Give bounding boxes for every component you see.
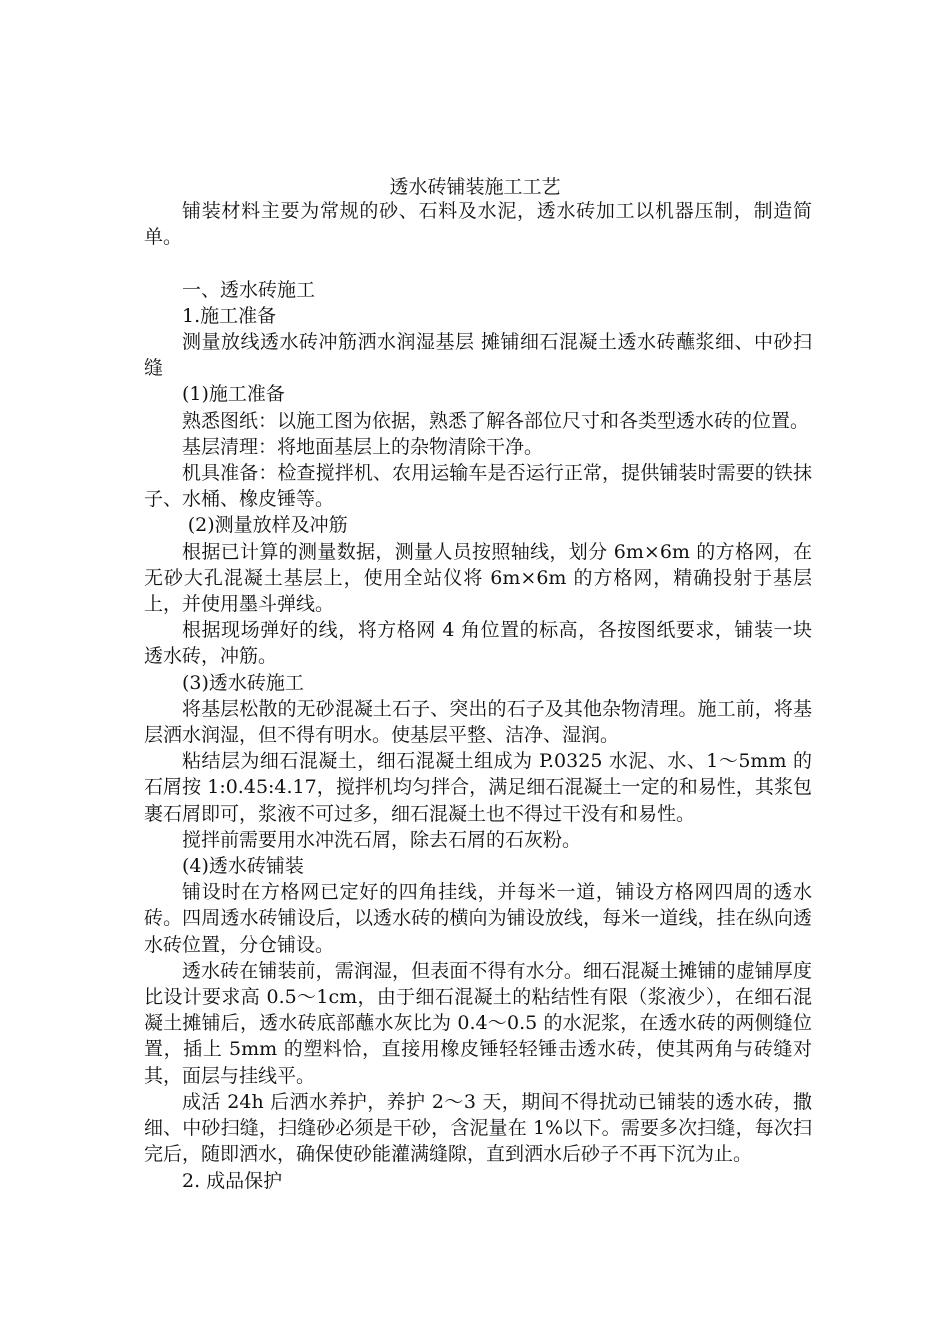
paragraph-curing: 成活 24h 后洒水养护，养护 2～3 天，期间不得扰动已铺装的透水砖，撒细、中砂扫缝，扫缝砂必须是干砂，含泥量在 1%以下。需要多次扫缝，每次扫完后，随即洒水，确保使砂能灌满缝隙，直到洒水后砂子不再下沉为止。 — [144, 1090, 812, 1166]
document-body — [144, 198, 812, 1194]
paragraph-layout-lines: 铺设时在方格网已定好的四角挂线，并每米一道，铺设方格网四周的透水砖。四周透水砖铺设后，以透水砖的横向为铺设放线，每米一道线，挂在纵向透水砖位置，分仓铺设。 — [144, 881, 812, 956]
paragraph-laying: 透水砖在铺装前，需润湿，但表面不得有水分。细石混凝土摊铺的虚铺厚度比设计要求高 0.5～1cm，由于细石混凝土的粘结性有限（浆液少），在细石混凝土摊铺后，透水砖底部蘸水灰比为 0.4～0.5 的水泥浆，在透水砖的两侧缝位置，插上 5mm 的塑料恰，直接用橡皮锤轻轻锤击透水砖，使其两角与砖缝对其，面层与挂线平。 — [144, 959, 812, 1087]
sub-heading-3: (3)透水砖施工 — [182, 671, 304, 694]
paragraph-base-cleaning: 基层清理：将地面基层上的杂物清除干净。 — [182, 435, 544, 458]
section-heading: 一、透水砖施工 — [182, 278, 316, 301]
paragraph-drawings: 熟悉图纸：以施工图为依据，熟悉了解各部位尺寸和各类型透水砖的位置。 — [182, 409, 810, 432]
blank-line — [144, 250, 812, 276]
subsection-heading: 1.施工准备 — [182, 304, 277, 327]
sub-heading-4: (4)透水砖铺装 — [182, 855, 304, 878]
paragraph-process-flow: 测量放线透水砖冲筋洒水润湿基层 摊铺细石混凝土透水砖蘸浆细、中砂扫缝 — [144, 331, 812, 380]
paragraph-equipment: 机具准备：检查搅拌机、农用运输车是否运行正常，提供铺装时需要的铁抹子、水桶、橡皮锤等。 — [144, 462, 812, 511]
paragraph-base-prep: 将基层松散的无砂混凝土石子、突出的石子及其他杂物清理。施工前，将基层洒水润湿，但不得有明水。使基层平整、洁净、湿润。 — [144, 697, 812, 747]
paragraph-intro: 铺装材料主要为常规的砂、石料及水泥，透水砖加工以机器压制，制造简单。 — [144, 200, 812, 249]
sub-heading-1: (1)施工准备 — [182, 383, 285, 406]
document-title: 透水砖铺装施工工艺 — [389, 176, 561, 198]
paragraph-elevation: 根据现场弹好的线，将方格网 4 角位置的标高，各按图纸要求，铺装一块透水砖，冲筋。 — [144, 619, 812, 668]
subsection-heading-2: 2. 成品保护 — [182, 1169, 283, 1192]
sub-heading-2: (2)测量放样及冲筋 — [187, 514, 348, 537]
paragraph-bonding-layer: 粘结层为细石混凝土，细石混凝土组成为 P.0325 水泥、水、1～5mm 的石屑按 1:0.45:4.17，搅拌机均匀拌合，满足细石混凝土一定的和易性，其浆包裹石屑即可，浆液不可过多，细石混凝土也不得过干没有和易性。 — [144, 750, 812, 825]
paragraph-washing: 搅拌前需要用水冲洗石屑，除去石屑的石灰粉。 — [182, 828, 582, 851]
paragraph-survey: 根据已计算的测量数据，测量人员按照轴线，划分 6m×6m 的方格网，在无砂大孔混凝土基层上，使用全站仪将 6m×6m 的方格网，精确投射于基层上，并使用墨斗弹线。 — [144, 540, 812, 616]
